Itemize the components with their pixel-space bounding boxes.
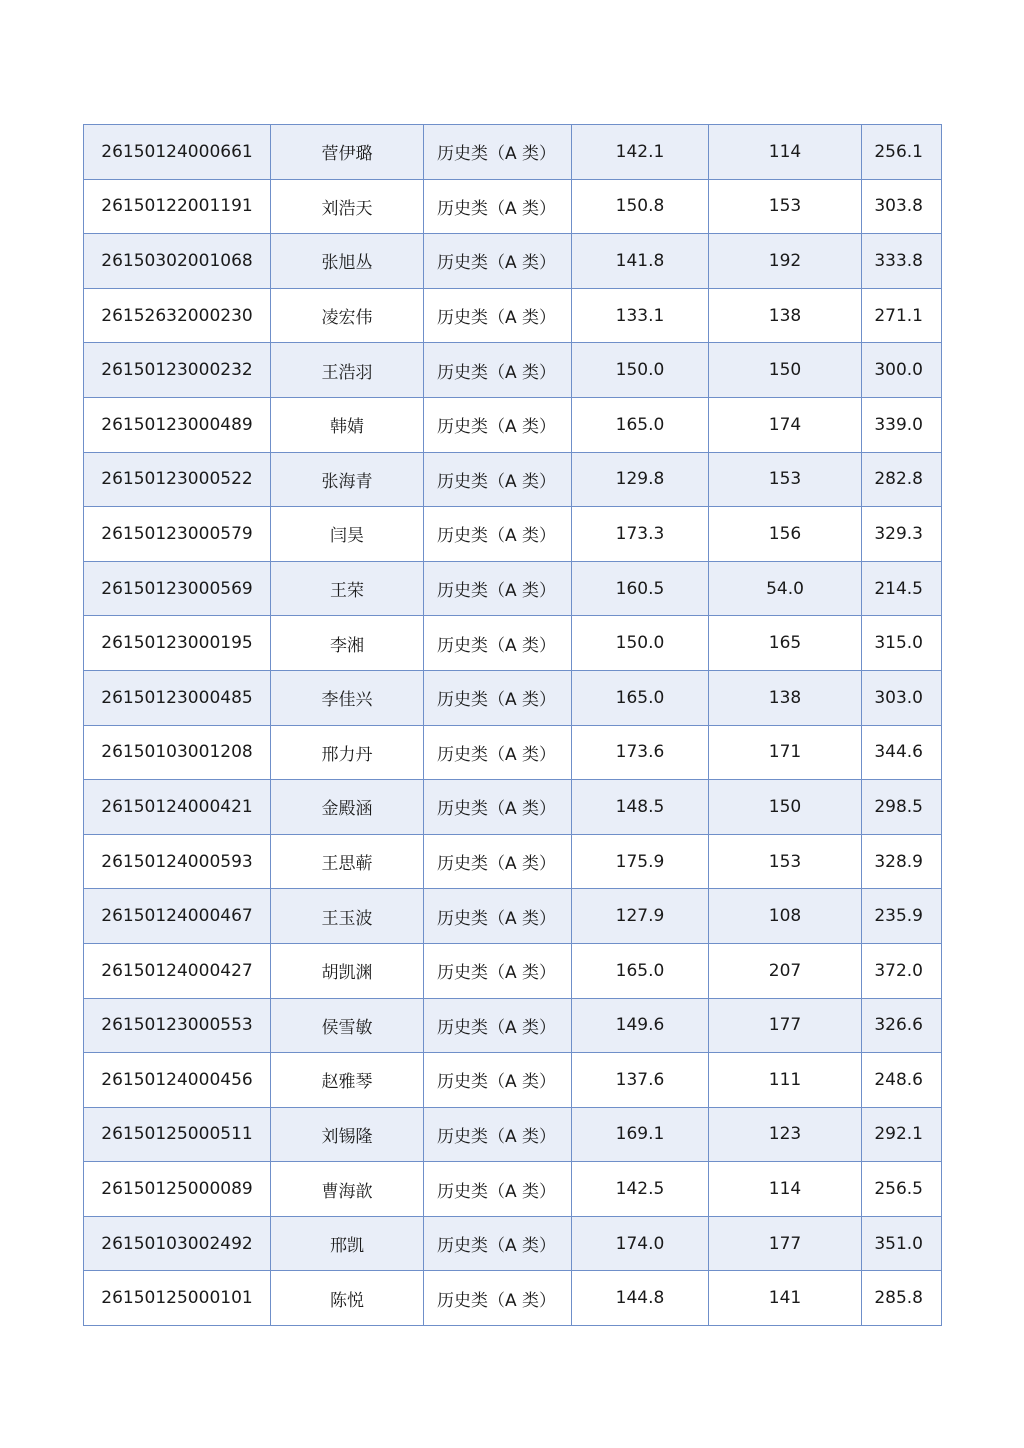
total-cell: 372.0 xyxy=(862,943,942,998)
exam-id-cell: 26150103002492 xyxy=(84,1216,271,1271)
exam-id-cell: 26150124000456 xyxy=(84,1053,271,1108)
exam-id-cell: 26150125000101 xyxy=(84,1271,271,1326)
total-cell: 344.6 xyxy=(862,725,942,780)
table-row xyxy=(84,725,942,780)
exam-id-cell: 26150302001068 xyxy=(84,234,271,289)
table-row xyxy=(84,616,942,671)
score-b-cell: 174 xyxy=(709,397,862,452)
score-a-cell: 169.1 xyxy=(572,1107,709,1162)
table-row xyxy=(84,943,942,998)
score-b-cell: 54.0 xyxy=(709,561,862,616)
subject-cell: 历史类（A 类） xyxy=(424,288,572,343)
name-cell: 张旭丛 xyxy=(271,234,424,289)
table-row xyxy=(84,561,942,616)
score-b-cell: 171 xyxy=(709,725,862,780)
subject-cell: 历史类（A 类） xyxy=(424,1271,572,1326)
score-b-cell: 138 xyxy=(709,288,862,343)
name-cell: 韩婧 xyxy=(271,397,424,452)
total-cell: 328.9 xyxy=(862,834,942,889)
score-a-cell: 160.5 xyxy=(572,561,709,616)
score-a-cell: 165.0 xyxy=(572,670,709,725)
exam-id-cell: 26150123000485 xyxy=(84,670,271,725)
score-b-cell: 150 xyxy=(709,343,862,398)
score-b-cell: 207 xyxy=(709,943,862,998)
score-a-cell: 173.6 xyxy=(572,725,709,780)
score-b-cell: 111 xyxy=(709,1053,862,1108)
score-a-cell: 174.0 xyxy=(572,1216,709,1271)
table-row xyxy=(84,889,942,944)
total-cell: 315.0 xyxy=(862,616,942,671)
total-cell: 300.0 xyxy=(862,343,942,398)
table-row xyxy=(84,1162,942,1217)
exam-id-cell: 26150125000089 xyxy=(84,1162,271,1217)
score-a-cell: 148.5 xyxy=(572,780,709,835)
subject-cell: 历史类（A 类） xyxy=(424,943,572,998)
exam-id-cell: 26152632000230 xyxy=(84,288,271,343)
score-b-cell: 114 xyxy=(709,125,862,180)
name-cell: 菅伊璐 xyxy=(271,125,424,180)
name-cell: 张海青 xyxy=(271,452,424,507)
name-cell: 李湘 xyxy=(271,616,424,671)
subject-cell: 历史类（A 类） xyxy=(424,834,572,889)
subject-cell: 历史类（A 类） xyxy=(424,616,572,671)
score-b-cell: 153 xyxy=(709,834,862,889)
exam-id-cell: 26150123000489 xyxy=(84,397,271,452)
name-cell: 侯雪敏 xyxy=(271,998,424,1053)
subject-cell: 历史类（A 类） xyxy=(424,125,572,180)
subject-cell: 历史类（A 类） xyxy=(424,452,572,507)
name-cell: 凌宏伟 xyxy=(271,288,424,343)
exam-id-cell: 26150125000511 xyxy=(84,1107,271,1162)
name-cell: 陈悦 xyxy=(271,1271,424,1326)
subject-cell: 历史类（A 类） xyxy=(424,1107,572,1162)
name-cell: 胡凯渊 xyxy=(271,943,424,998)
subject-cell: 历史类（A 类） xyxy=(424,397,572,452)
score-a-cell: 133.1 xyxy=(572,288,709,343)
name-cell: 刘锡隆 xyxy=(271,1107,424,1162)
table-row xyxy=(84,1053,942,1108)
score-b-cell: 153 xyxy=(709,452,862,507)
name-cell: 邢力丹 xyxy=(271,725,424,780)
score-b-cell: 150 xyxy=(709,780,862,835)
subject-cell: 历史类（A 类） xyxy=(424,1053,572,1108)
score-b-cell: 177 xyxy=(709,998,862,1053)
total-cell: 256.1 xyxy=(862,125,942,180)
subject-cell: 历史类（A 类） xyxy=(424,1162,572,1217)
score-a-cell: 150.0 xyxy=(572,616,709,671)
results-table xyxy=(83,124,942,1326)
exam-id-cell: 26150124000593 xyxy=(84,834,271,889)
name-cell: 王荣 xyxy=(271,561,424,616)
table-row xyxy=(84,670,942,725)
table-row xyxy=(84,507,942,562)
score-a-cell: 165.0 xyxy=(572,397,709,452)
table-row xyxy=(84,780,942,835)
score-b-cell: 177 xyxy=(709,1216,862,1271)
score-a-cell: 144.8 xyxy=(572,1271,709,1326)
total-cell: 235.9 xyxy=(862,889,942,944)
total-cell: 282.8 xyxy=(862,452,942,507)
score-a-cell: 149.6 xyxy=(572,998,709,1053)
exam-id-cell: 26150123000553 xyxy=(84,998,271,1053)
exam-id-cell: 26150123000232 xyxy=(84,343,271,398)
score-b-cell: 153 xyxy=(709,179,862,234)
name-cell: 王浩羽 xyxy=(271,343,424,398)
table-row xyxy=(84,452,942,507)
score-a-cell: 165.0 xyxy=(572,943,709,998)
name-cell: 王玉波 xyxy=(271,889,424,944)
total-cell: 214.5 xyxy=(862,561,942,616)
table-row xyxy=(84,125,942,180)
exam-id-cell: 26150123000569 xyxy=(84,561,271,616)
table-row xyxy=(84,998,942,1053)
total-cell: 326.6 xyxy=(862,998,942,1053)
table-row xyxy=(84,834,942,889)
total-cell: 248.6 xyxy=(862,1053,942,1108)
score-b-cell: 108 xyxy=(709,889,862,944)
subject-cell: 历史类（A 类） xyxy=(424,780,572,835)
name-cell: 金殿涵 xyxy=(271,780,424,835)
table-row xyxy=(84,1271,942,1326)
total-cell: 351.0 xyxy=(862,1216,942,1271)
name-cell: 闫昊 xyxy=(271,507,424,562)
total-cell: 285.8 xyxy=(862,1271,942,1326)
subject-cell: 历史类（A 类） xyxy=(424,507,572,562)
score-b-cell: 156 xyxy=(709,507,862,562)
score-a-cell: 141.8 xyxy=(572,234,709,289)
subject-cell: 历史类（A 类） xyxy=(424,1216,572,1271)
total-cell: 256.5 xyxy=(862,1162,942,1217)
table-row xyxy=(84,1216,942,1271)
table-row xyxy=(84,179,942,234)
name-cell: 赵雅琴 xyxy=(271,1053,424,1108)
subject-cell: 历史类（A 类） xyxy=(424,998,572,1053)
exam-id-cell: 26150124000467 xyxy=(84,889,271,944)
table-row xyxy=(84,397,942,452)
exam-id-cell: 26150123000195 xyxy=(84,616,271,671)
results-table-body xyxy=(84,125,942,1326)
name-cell: 李佳兴 xyxy=(271,670,424,725)
subject-cell: 历史类（A 类） xyxy=(424,234,572,289)
subject-cell: 历史类（A 类） xyxy=(424,889,572,944)
score-a-cell: 142.5 xyxy=(572,1162,709,1217)
name-cell: 曹海歆 xyxy=(271,1162,424,1217)
exam-id-cell: 26150122001191 xyxy=(84,179,271,234)
results-table-container xyxy=(83,124,941,1326)
score-b-cell: 114 xyxy=(709,1162,862,1217)
name-cell: 王思蕲 xyxy=(271,834,424,889)
total-cell: 333.8 xyxy=(862,234,942,289)
table-row xyxy=(84,343,942,398)
table-row xyxy=(84,288,942,343)
total-cell: 329.3 xyxy=(862,507,942,562)
table-row xyxy=(84,234,942,289)
score-b-cell: 138 xyxy=(709,670,862,725)
exam-id-cell: 26150124000427 xyxy=(84,943,271,998)
table-row xyxy=(84,1107,942,1162)
subject-cell: 历史类（A 类） xyxy=(424,725,572,780)
score-a-cell: 150.0 xyxy=(572,343,709,398)
total-cell: 303.0 xyxy=(862,670,942,725)
total-cell: 303.8 xyxy=(862,179,942,234)
exam-id-cell: 26150124000421 xyxy=(84,780,271,835)
score-a-cell: 127.9 xyxy=(572,889,709,944)
total-cell: 271.1 xyxy=(862,288,942,343)
score-a-cell: 129.8 xyxy=(572,452,709,507)
score-b-cell: 192 xyxy=(709,234,862,289)
subject-cell: 历史类（A 类） xyxy=(424,561,572,616)
score-b-cell: 123 xyxy=(709,1107,862,1162)
score-a-cell: 150.8 xyxy=(572,179,709,234)
subject-cell: 历史类（A 类） xyxy=(424,343,572,398)
total-cell: 339.0 xyxy=(862,397,942,452)
subject-cell: 历史类（A 类） xyxy=(424,670,572,725)
score-a-cell: 137.6 xyxy=(572,1053,709,1108)
exam-id-cell: 26150124000661 xyxy=(84,125,271,180)
exam-id-cell: 26150123000522 xyxy=(84,452,271,507)
score-b-cell: 165 xyxy=(709,616,862,671)
score-a-cell: 142.1 xyxy=(572,125,709,180)
score-b-cell: 141 xyxy=(709,1271,862,1326)
exam-id-cell: 26150123000579 xyxy=(84,507,271,562)
score-a-cell: 175.9 xyxy=(572,834,709,889)
total-cell: 292.1 xyxy=(862,1107,942,1162)
total-cell: 298.5 xyxy=(862,780,942,835)
score-a-cell: 173.3 xyxy=(572,507,709,562)
exam-id-cell: 26150103001208 xyxy=(84,725,271,780)
name-cell: 邢凯 xyxy=(271,1216,424,1271)
name-cell: 刘浩天 xyxy=(271,179,424,234)
subject-cell: 历史类（A 类） xyxy=(424,179,572,234)
